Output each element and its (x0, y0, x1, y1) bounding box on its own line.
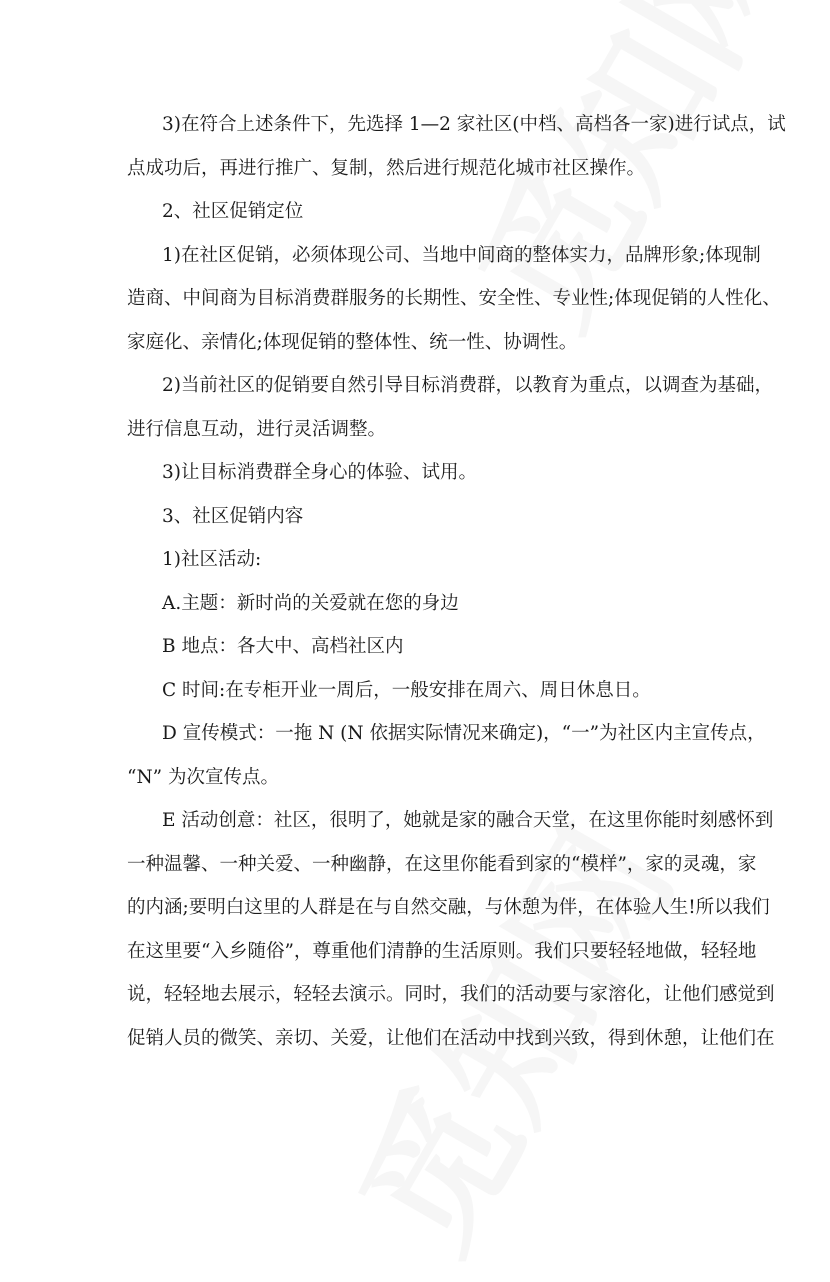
paragraph-line: 的内涵;要明白这里的人群是在与自然交融，与休憩为伴，在体验人生!所以我们 (127, 897, 770, 918)
paragraph-line: C 时间:在专柜开业一周后，一般安排在周六、周日休息日。 (162, 680, 651, 701)
section-heading: 2、社区促销定位 (162, 201, 304, 222)
section-heading: 3、社区促销内容 (162, 506, 304, 527)
paragraph-line: B 地点：各大中、高档社区内 (162, 636, 404, 657)
paragraph-line: 进行信息互动，进行灵活调整。 (127, 419, 387, 440)
paragraph-line: 一种温馨、一种关爱、一种幽静，在这里你能看到家的“模样”，家的灵魂，家 (127, 854, 757, 875)
paragraph-line: 点成功后，再进行推广、复制，然后进行规范化城市社区操作。 (127, 158, 646, 179)
paragraph-line: 说，轻轻地去展示，轻轻去演示。同时，我们的活动要与家溶化，让他们感觉到 (127, 984, 775, 1005)
paragraph-line: 造商、中间商为目标消费群服务的长期性、安全性、专业性;体现促销的人性化、 (127, 288, 781, 309)
paragraph-line: 1)在社区促销，必须体现公司、当地中间商的整体实力，品牌形象;体现制 (162, 245, 761, 266)
paragraph-line: 2)当前社区的促销要自然引导目标消费群，以教育为重点，以调查为基础， (162, 375, 773, 396)
paragraph-line: “N” 为次宣传点。 (127, 767, 279, 788)
paragraph-line: 促销人员的微笑、亲切、关爱，让他们在活动中找到兴致，得到休憩，让他们在 (127, 1028, 775, 1049)
paragraph-line: D 宣传模式：一拖 N (N 依据实际情况来确定)，“一”为社区内主宣传点， (162, 723, 766, 744)
paragraph-line: 3)在符合上述条件下，先选择 1—2 家社区(中档、高档各一家)进行试点，试 (162, 114, 786, 135)
paragraph-line: 家庭化、亲情化;体现促销的整体性、统一性、协调性。 (127, 332, 578, 353)
paragraph-line: 在这里要“入乡随俗”，尊重他们清静的生活原则。我们只要轻轻地做，轻轻地 (127, 941, 757, 962)
paragraph-line: E 活动创意：社区，很明了，她就是家的融合天堂，在这里你能时刻感怀到 (162, 810, 774, 831)
paragraph-line: 3)让目标消费群全身心的体验、试用。 (162, 462, 477, 483)
paragraph-line: 1)社区活动: (162, 549, 262, 570)
paragraph-line: A.主题：新时尚的关爱就在您的身边 (162, 593, 459, 614)
